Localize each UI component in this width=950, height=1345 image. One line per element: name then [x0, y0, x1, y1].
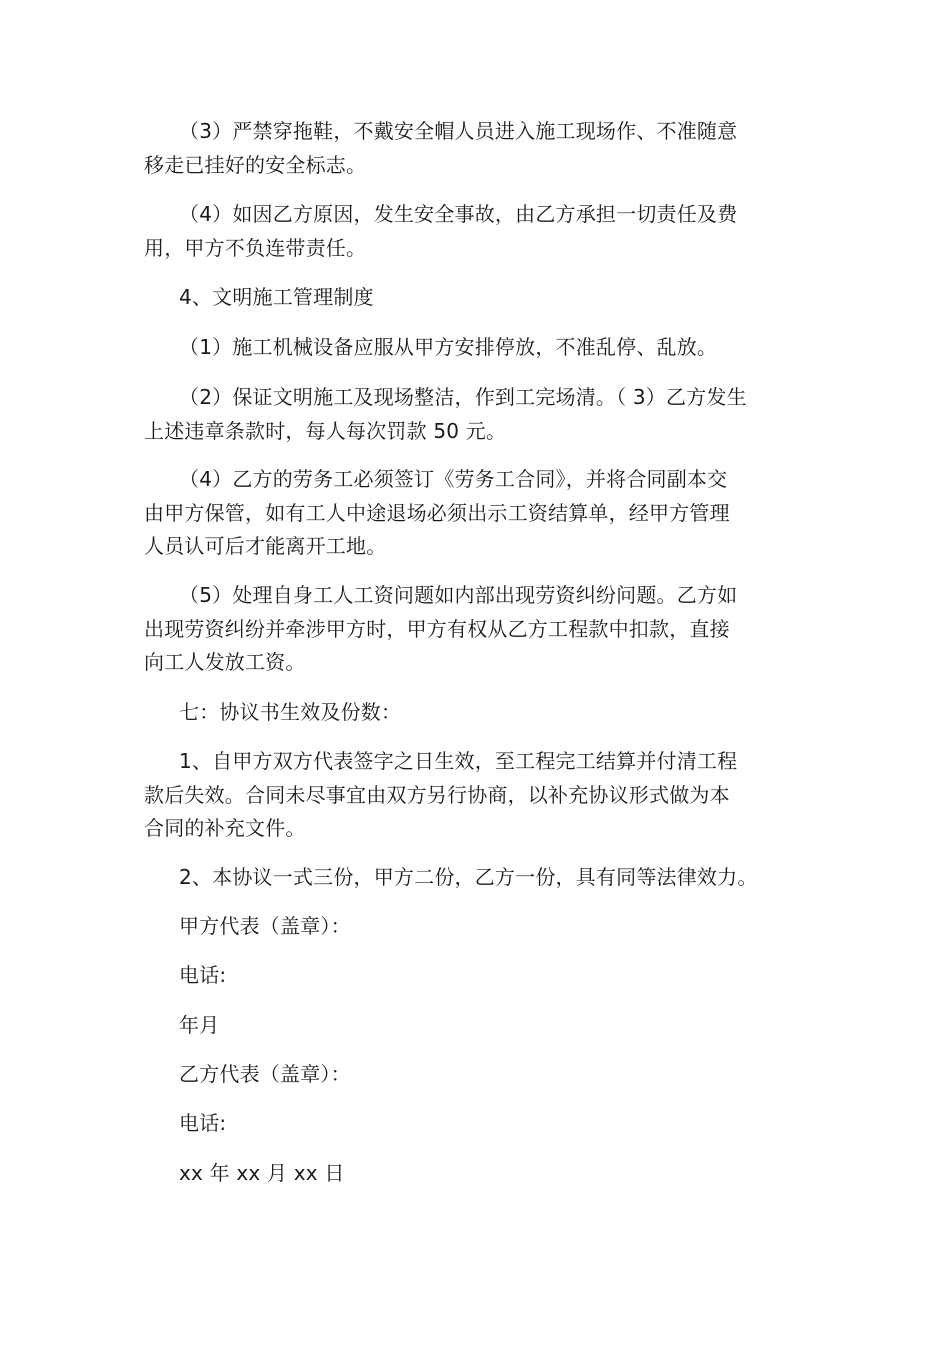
paragraph-line: 用，甲方不负连带责任。 [144, 236, 367, 260]
paragraph-line: 移走已挂好的安全标志。 [144, 153, 367, 177]
paragraph-line: （4）乙方的劳务工必须签订《劳务工合同》，并将合同副本交 [179, 467, 728, 491]
paragraph-line: 上述违章条款时，每人每次罚款 50 元。 [144, 419, 507, 443]
party-a-signature-label: 甲方代表（盖章）： [179, 914, 351, 938]
paragraph-line: 出现劳资纠纷并牵涉甲方时，甲方有权从乙方工程款中扣款，直接 [144, 617, 730, 641]
paragraph-line: （1）施工机械设备应服从甲方安排停放，不准乱停、乱放。 [179, 335, 718, 359]
paragraph-line: （3）严禁穿拖鞋，不戴安全帽人员进入施工现场作、不准随意 [179, 119, 738, 143]
paragraph-line: 由甲方保管，如有工人中途退场必须出示工资结算单，经甲方管理 [144, 501, 730, 525]
paragraph-line: （2）保证文明施工及现场整洁，作到工完场清。（ 3）乙方发生 [179, 385, 747, 409]
party-b-phone-label: 电话: [179, 1111, 227, 1135]
party-a-phone-label: 电话: [179, 963, 227, 987]
paragraph-line: 人员认可后才能离开工地。 [144, 534, 387, 558]
paragraph-line: （5）处理自身工人工资问题如内部出现劳资纠纷问题。乙方如 [179, 583, 738, 607]
section-heading: 4、文明施工管理制度 [179, 285, 374, 309]
party-b-date: xx 年 xx 月 xx 日 [179, 1161, 345, 1185]
party-b-signature-label: 乙方代表（盖章）： [179, 1062, 351, 1086]
party-a-date: 年月 [179, 1013, 220, 1037]
paragraph-line: 款后失效。合同未尽事宜由双方另行协商，以补充协议形式做为本 [144, 783, 730, 807]
paragraph-line: 向工人发放工资。 [144, 650, 306, 674]
paragraph-line: 1、自甲方双方代表签字之日生效，至工程完工结算并付清工程 [179, 749, 738, 773]
paragraph-line: 2、本协议一式三份，甲方二份，乙方一份，具有同等法律效力。 [179, 865, 758, 889]
section-heading: 七：协议书生效及份数： [179, 700, 402, 724]
paragraph-line: 合同的补充文件。 [144, 816, 306, 840]
paragraph-line: （4）如因乙方原因，发生安全事故，由乙方承担一切责任及费 [179, 202, 738, 226]
